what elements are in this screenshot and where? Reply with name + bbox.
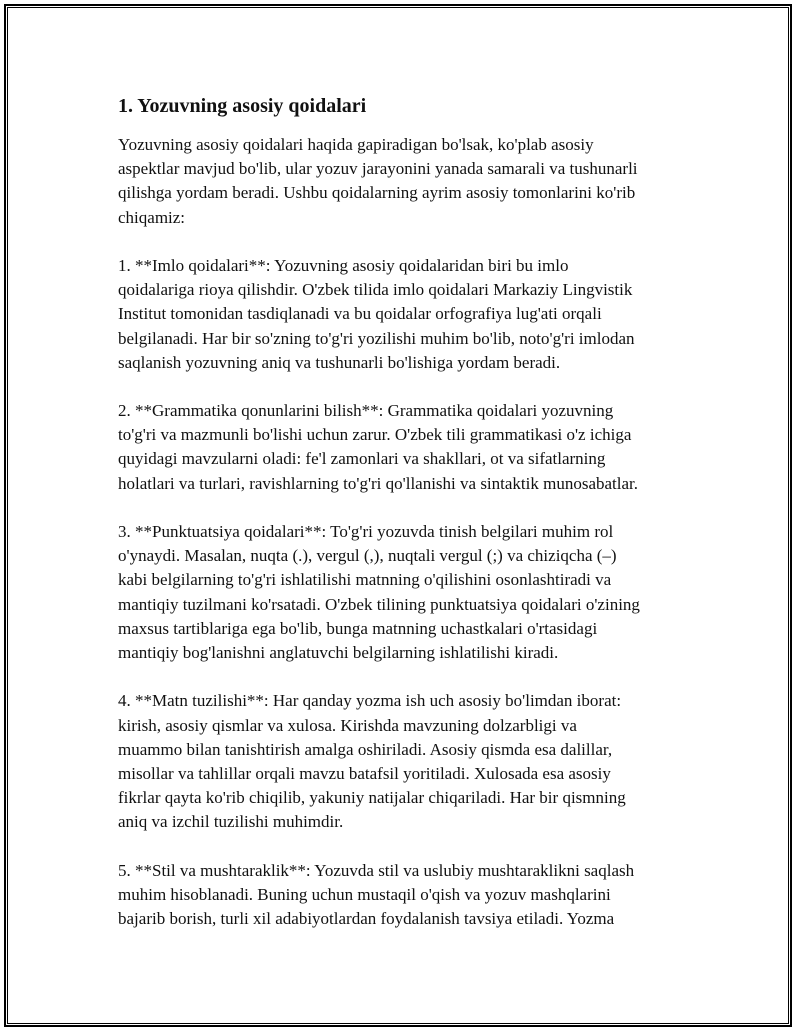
text-line: fikrlar qayta ko'rib chiqilib, yakuniy natijalar chiqariladi. Har bir qismning (118, 788, 626, 808)
paragraph-matn-tuzilishi (118, 689, 690, 834)
text-line: mantiqiy bog'lanishni anglatuvchi belgilarning ishlatilishi kiradi. (118, 642, 559, 662)
text-line: maxsus tartiblariga ega bo'lib, bunga matnning uchastkalari o'rtasidagi (118, 618, 598, 638)
text-line: Yozuvning asosiy qoidalari haqida gapiradigan bo'lsak, ko'plab asosiy (118, 135, 594, 154)
paragraph-grammatika (118, 399, 690, 496)
text-line: to'g'ri va mazmunli bo'lishi uchun zarur. O'zbek tili grammatikasi o'z ichiga (118, 425, 632, 445)
text-line: mantiqiy tuzilmani ko'rsatadi. O'zbek tilining punktuatsiya qoidalari o'zining (118, 594, 640, 614)
paragraph-punktuatsiya (118, 520, 690, 665)
text-line: quyidagi mavzularni oladi: fe'l zamonlari va shakllari, ot va sifatlarning (118, 449, 606, 469)
text-line: kirish, asosiy qismlar va xulosa. Kirishda mavzuning dolzarbligi va (118, 715, 577, 735)
document-body (118, 93, 690, 955)
text-line: Institut tomonidan tasdiqlanadi va bu qoidalar orfografiya lug'ati orqali (118, 304, 602, 324)
text-line: 5. **Stil va mushtaraklik**: Yozuvda stil va uslubiy mushtaraklikni saqlash (118, 860, 635, 880)
text-line: qoidalariga rioya qilishdir. O'zbek tilida imlo qoidalari Markaziy Lingvistik (118, 280, 633, 300)
text-line: muhim hisoblanadi. Buning uchun mustaqil o'qish va yozuv mashqlarini (118, 884, 611, 904)
text-line: misollar va tahlillar orqali mavzu batafsil yoritiladi. Xulosada esa asosiy (118, 763, 611, 783)
text-line: chiqamiz: (118, 207, 186, 227)
text-line: 1. **Imlo qoidalari**: Yozuvning asosiy qoidalaridan biri bu imlo (118, 255, 569, 275)
text-line: bajarib borish, turli xil adabiyotlardan foydalanish tavsiya etiladi. Yozma (118, 909, 615, 928)
text-line: qilishga yordam beradi. Ushbu qoidalarning ayrim asosiy tomonlarini ko'rib (118, 183, 636, 203)
section-heading: 1. Yozuvning asosiy qoidalari (118, 95, 367, 117)
text-line: kabi belgilarning to'g'ri ishlatilishi matnning o'qilishini osonlashtiradi va (118, 570, 612, 590)
paragraph-imlo (118, 254, 690, 375)
paragraph-stil (118, 859, 690, 932)
text-line: 3. **Punktuatsiya qoidalari**: To'g'ri yozuvda tinish belgilari muhim rol (118, 522, 614, 541)
text-line: aspektlar mavjud bo'lib, ular yozuv jarayonini yanada samarali va tushunarli (118, 159, 638, 179)
text-line: o'ynaydi. Masalan, nuqta (.), vergul (,), nuqtali vergul (;) va chiziqcha (–) (118, 546, 617, 566)
text-line: belgilanadi. Har bir so'zning to'g'ri yozilishi muhim bo'lib, noto'g'ri imlodan (118, 328, 635, 348)
text-line: 2. **Grammatika qonunlarini bilish**: Grammatika qoidalari yozuvning (118, 401, 614, 421)
text-line: muammo bilan tanishtirish amalga oshiriladi. Asosiy qismda esa dalillar, (118, 739, 613, 759)
text-line: saqlanish yozuvning aniq va tushunarli bo'lishiga yordam beradi. (118, 352, 561, 372)
paragraph-intro (118, 133, 690, 230)
text-line: 4. **Matn tuzilishi**: Har qanday yozma ish uch asosiy bo'limdan iborat: (118, 691, 622, 711)
text-line: aniq va izchil tuzilishi muhimdir. (118, 812, 344, 832)
text-line: holatlari va turlari, ravishlarning to'g'ri qo'llanishi va sintaktik munosabatlar. (118, 473, 639, 493)
